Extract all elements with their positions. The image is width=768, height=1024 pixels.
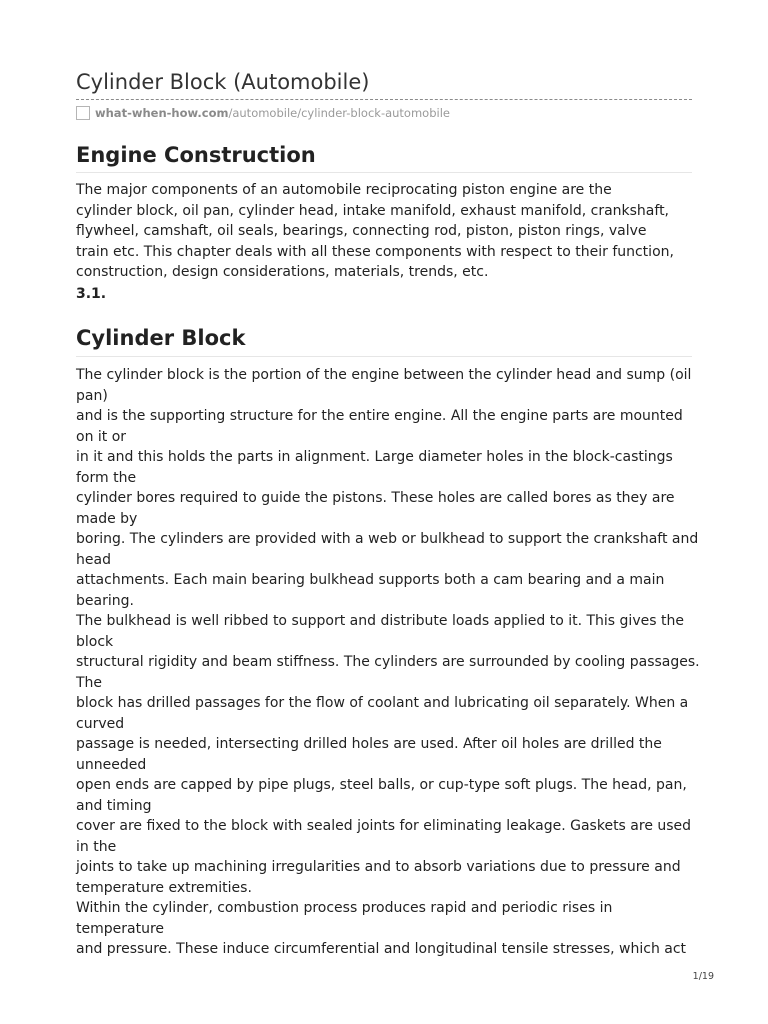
section-divider [76,356,692,357]
text-line: joints to take up machining irregularities and to absorb variations due to pressure and [76,859,681,875]
document-title: Cylinder Block (Automobile) [76,70,370,94]
text-line: made by [76,510,138,527]
section-heading-engine-construction: Engine Construction [76,143,316,167]
text-line: The cylinder block is the portion of the engine between the cylinder head and sump (oil [76,367,692,383]
text-line: unneeded [76,756,147,773]
section-divider [76,172,692,173]
text-line: cylinder block, oil pan, cylinder head, intake manifold, exhaust manifold, crankshaft, [76,202,670,219]
text-line: and is the supporting structure for the entire engine. All the engine parts are mounted [76,408,683,424]
text-line: in the [76,838,117,855]
text-line: and pressure. These induce circumferential and longitudinal tensile stresses, which act [76,941,687,957]
source-domain: what-when-how.com [95,106,229,120]
text-line: Within the cylinder, combustion process produces rapid and periodic rises in [76,900,613,916]
text-line: open ends are capped by pipe plugs, steel balls, or cup-type soft plugs. The head, pan, [76,777,687,793]
text-line: The [76,674,103,691]
text-line: construction, design considerations, materials, trends, etc. [76,264,489,280]
text-line: temperature extremities. [76,879,252,896]
text-line: temperature [76,920,164,937]
text-line: structural rigidity and beam stiffness. The cylinders are surrounded by cooling passages. [76,654,700,670]
text-line: block has drilled passages for the flow of coolant and lubricating oil separately. When a [76,695,689,711]
text-line: attachments. Each main bearing bulkhead supports both a cam bearing and a main [76,572,665,588]
text-line: cylinder bores required to guide the pistons. These holes are called bores as they are [76,490,675,506]
text-line: block [76,633,114,650]
text-line: form the [76,469,137,486]
text-line: cover are fixed to the block with sealed joints for eliminating leakage. Gaskets are used [76,818,692,834]
title-divider [76,99,692,100]
source-path: /automobile/cylinder-block-automobile [228,106,450,120]
section-body-engine-construction [76,180,696,283]
page-number: 1/19 [692,971,714,982]
text-line: train etc. This chapter deals with all these components with respect to their function, [76,243,674,260]
text-line: on it or [76,428,127,445]
source-link[interactable] [76,104,450,122]
section-heading-cylinder-block: Cylinder Block [76,326,246,350]
text-line: The bulkhead is well ribbed to support and distribute loads applied to it. This gives the [76,613,684,629]
text-line: The major components of an automobile reciprocating piston engine are the [76,182,612,198]
text-line: pan) [76,387,108,404]
section-number: 3.1. [76,286,107,302]
text-line: bearing. [76,592,134,609]
section-body-cylinder-block [76,365,700,960]
text-line: flywheel, camshaft, oil seals, bearings, connecting rod, piston, piston rings, valve [76,223,647,239]
text-line: boring. The cylinders are provided with a web or bulkhead to support the crankshaft and [76,531,699,547]
text-line: passage is needed, intersecting drilled holes are used. After oil holes are drilled the [76,736,662,752]
favicon-placeholder-icon [76,106,90,120]
text-line: and timing [76,797,152,814]
text-line: curved [76,715,125,732]
text-line: head [76,551,111,568]
text-line: in it and this holds the parts in alignment. Large diameter holes in the block-castings [76,449,673,465]
